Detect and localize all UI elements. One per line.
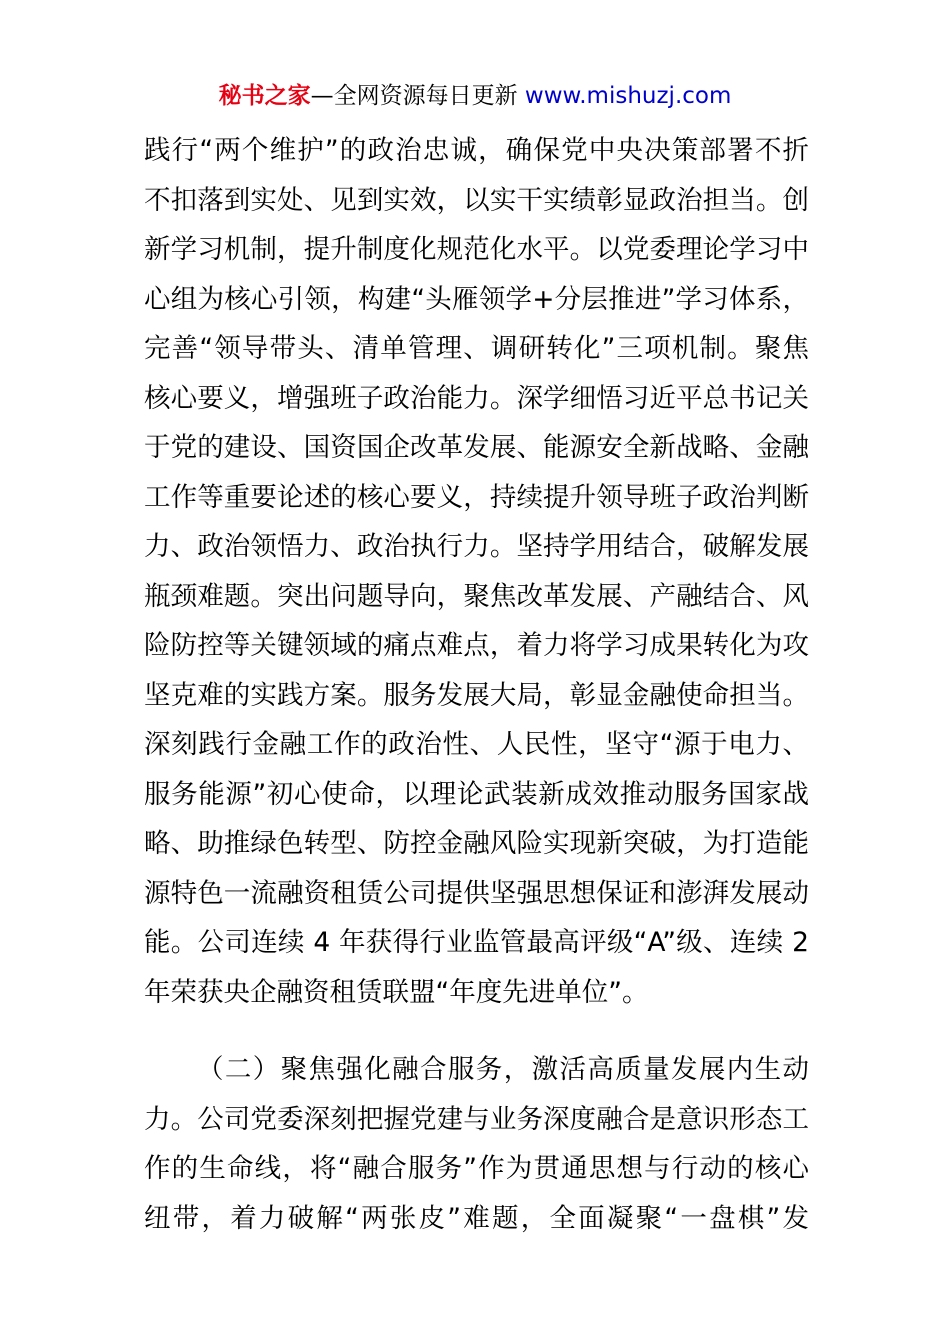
paragraph-2 (144, 1045, 809, 1243)
text-line: 年荣获央企融资租赁联盟“年度先进单位”。 (144, 976, 649, 1008)
text-line: 作的生命线，将“融合服务”作为贯通思想与行动的核心 (144, 1153, 809, 1184)
text-line: 略、助推绿色转型、防控金融风险实现新突破，为打造能 (144, 828, 809, 859)
text-line: 新学习机制，提升制度化规范化水平。以党委理论学习中 (144, 234, 809, 265)
paragraph-spacer (144, 1017, 809, 1045)
text-line: 源特色一流融资租赁公司提供坚强思想保证和澎湃发展动 (144, 877, 809, 909)
text-line: 力。公司党委深刻把握党建与业务深度融合是意识形态工 (144, 1103, 809, 1135)
text-line: 瓶颈难题。突出问题导向，聚焦改革发展、产融结合、风 (144, 580, 809, 612)
text-line: 服务能源”初心使命，以理论武装新成效推动服务国家战 (144, 778, 809, 810)
text-line: 心组为核心引领，构建“头雁领学+分层推进”学习体系， (144, 283, 809, 315)
page-header (0, 80, 950, 112)
paragraph-1 (144, 126, 809, 1017)
text-line: 不扣落到实处、见到实效，以实干实绩彰显政治担当。创 (144, 184, 809, 216)
site-brand: 秘书之家 (218, 83, 311, 109)
site-url-link[interactable]: www.mishuzj.com (517, 83, 732, 109)
site-tagline: —全网资源每日更新 (310, 83, 518, 109)
document-body (144, 126, 809, 1243)
text-line: 能。公司连续 4 年获得行业监管最高评级“A”级、连续 2 (144, 927, 809, 958)
text-line: 深刻践行金融工作的政治性、人民性，坚守“源于电力、 (144, 729, 809, 760)
text-line: 核心要义，增强班子政治能力。深学细悟习近平总书记关 (144, 382, 809, 414)
text-line: 险防控等关键领域的痛点难点，着力将学习成果转化为攻 (144, 630, 809, 661)
text-line: 践行“两个维护”的政治忠诚，确保党中央决策部署不折 (144, 135, 809, 166)
text-line: 完善“领导带头、清单管理、调研转化”三项机制。聚焦 (144, 333, 809, 364)
section-heading-line: （二）聚焦强化融合服务，激活高质量发展内生动 (197, 1054, 809, 1085)
text-line: 纽带，着力破解“两张皮”难题，全面凝聚“一盘棋”发 (144, 1202, 809, 1234)
text-line: 坚克难的实践方案。服务发展大局，彰显金融使命担当。 (144, 679, 809, 711)
text-line: 力、政治领悟力、政治执行力。坚持学用结合，破解发展 (144, 531, 809, 562)
text-line: 于党的建设、国资国企改革发展、能源安全新战略、金融 (144, 432, 809, 463)
text-line: 工作等重要论述的核心要义，持续提升领导班子政治判断 (144, 481, 809, 513)
